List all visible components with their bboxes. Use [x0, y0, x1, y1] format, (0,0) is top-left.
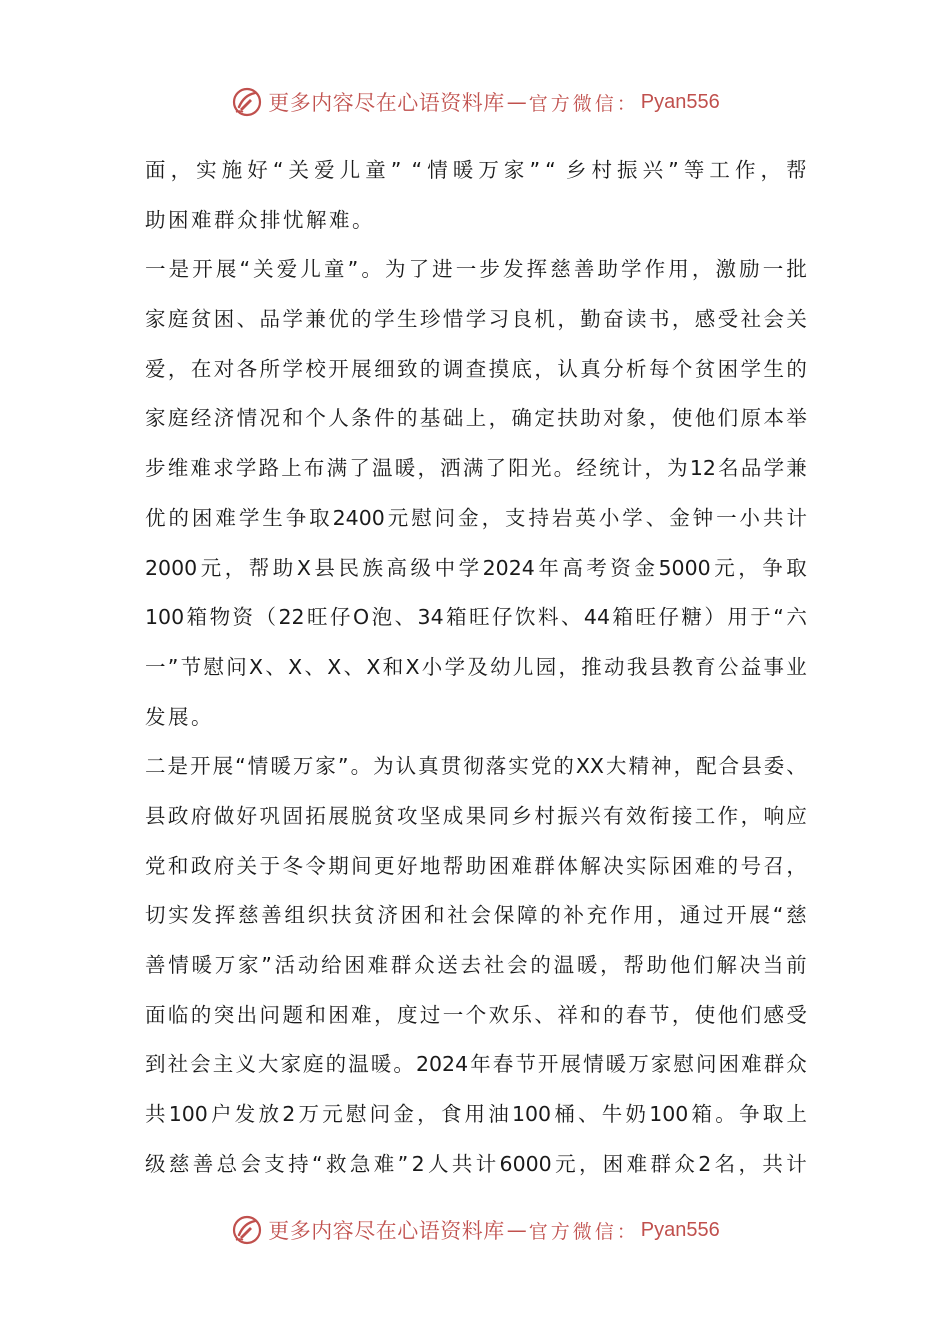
text-line: 100 箱 物 资 （ 22 旺 仔 O 泡 、 34 箱 旺 仔 饮 料 、 44 箱 旺 仔 糖 ） 用 于 “ 六: [145, 605, 807, 630]
watermark-text: 更多内容尽在心语资料库: [268, 91, 505, 115]
text-line: 级 慈 善 总 会 支 持 “ 救 急 难 ” 2 人 共 计 6000 元 ， 困 难 群 众 2 名 ， 共 计: [145, 1151, 807, 1176]
watermark-separator: —: [506, 90, 527, 114]
watermark-text: 更多内容尽在心语资料库: [268, 1219, 505, 1243]
text-line: 县 政 府 做 好 巩 固 拓 展 脱 贫 攻 坚 成 果 同 乡 村 振 兴 有 效 衔 接 工 作 ， 响 应: [145, 803, 807, 828]
text-line: 党 和 政 府 关 于 冬 令 期 间 更 好 地 帮 助 困 难 群 体 解 决 实 际 困 难 的 号 召 ，: [145, 853, 807, 878]
footer-watermark: [0, 1210, 950, 1250]
pen-seal-icon: [230, 1213, 264, 1247]
text-line: 一 ” 节 慰 问 X 、 X 、 X 、 X 和 X 小 学 及 幼 儿 园 ， 推 动 我 县 教 育 公 益 事 业: [145, 654, 807, 679]
text-line: 二 是 开 展 “ 情 暖 万 家 ” 。 为 认 真 贯 彻 落 实 党 的 XX 大 精 神 ， 配 合 县 委 、: [145, 754, 807, 779]
watermark-separator: —: [506, 1218, 527, 1242]
pen-seal-icon: [230, 85, 264, 119]
text-line: 2000 元 ， 帮 助 X 县 民 族 高 级 中 学 2024 年 高 考 资 金 5000 元 ， 争 取: [145, 555, 807, 580]
text-line: 家 庭 贫 困 、 品 学 兼 优 的 学 生 珍 惜 学 习 良 机 ， 勤 奋 读 书 ， 感 受 社 会 关: [145, 307, 807, 332]
text-line: 步 维 难 求 学 路 上 布 满 了 温 暖 ， 洒 满 了 阳 光 。 经 统 计 ， 为 12 名 品 学 兼: [145, 456, 807, 481]
watermark-wechat-id: Pyan556: [640, 1218, 720, 1241]
text-line: 助困难群众排忧解难。: [145, 207, 375, 232]
text-line: 一 是 开 展 “ 关 爱 儿 童 ” 。 为 了 进 一 步 发 挥 慈 善 助 学 作 用 ， 激 励 一 批: [145, 257, 807, 282]
header-watermark: [0, 82, 950, 122]
watermark-official-label: 官方微信：: [528, 92, 639, 115]
document-body: [145, 146, 807, 1189]
text-line: 面 临 的 突 出 问 题 和 困 难 ， 度 过 一 个 欢 乐 、 祥 和 的 春 节 ， 使 他 们 感 受: [145, 1002, 807, 1027]
text-line: 发展。: [145, 704, 214, 729]
text-line: 家 庭 经 济 情 况 和 个 人 条 件 的 基 础 上 ， 确 定 扶 助 对 象 ， 使 他 们 原 本 举: [145, 406, 807, 431]
text-line: 面 ， 实 施 好 “ 关 爱 儿 童 ” “ 情 暖 万 家 ” “ 乡 村 振 兴 ” 等 工 作 ， 帮: [145, 158, 807, 182]
text-line: 爱 ， 在 对 各 所 学 校 开 展 细 致 的 调 查 摸 底 ， 认 真 分 析 每 个 贫 困 学 生 的: [145, 356, 807, 381]
text-line: 共 100 户 发 放 2 万 元 慰 问 金 ， 食 用 油 100 桶 、 牛 奶 100 箱 。 争 取 上: [145, 1102, 807, 1127]
text-line: 到 社 会 主 义 大 家 庭 的 温 暖 。 2024 年 春 节 开 展 情 暖 万 家 慰 问 困 难 群 众: [145, 1052, 807, 1077]
watermark-official-label: 官方微信：: [528, 1220, 639, 1243]
text-line: 切 实 发 挥 慈 善 组 织 扶 贫 济 困 和 社 会 保 障 的 补 充 作 用 ， 通 过 开 展 “ 慈: [145, 903, 807, 928]
text-line: 善 情 暖 万 家 ” 活 动 给 困 难 群 众 送 去 社 会 的 温 暖 ， 帮 助 他 们 解 决 当 前: [145, 953, 807, 977]
watermark-wechat-id: Pyan556: [640, 90, 720, 113]
text-line: 优 的 困 难 学 生 争 取 2400 元 慰 问 金 ， 支 持 岩 英 小 学 、 金 钟 一 小 共 计: [145, 505, 807, 530]
